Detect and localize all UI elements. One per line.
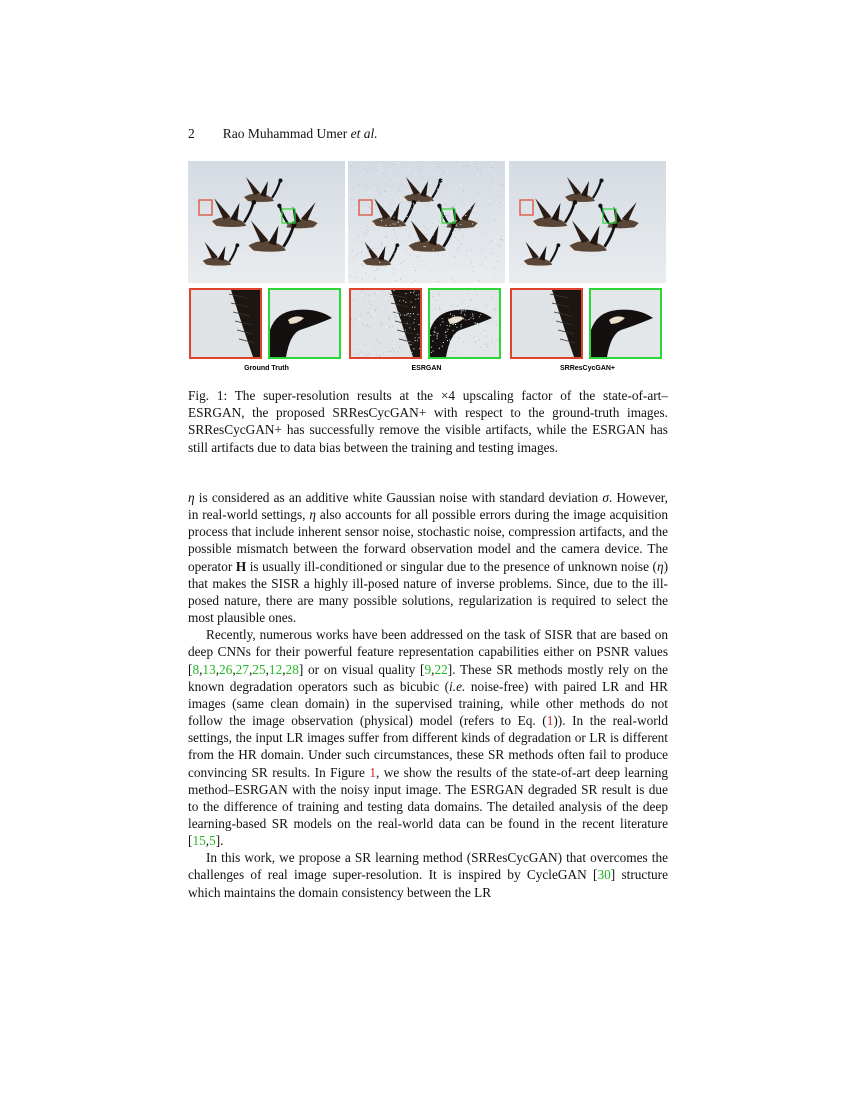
- figure-link[interactable]: 1: [369, 764, 376, 780]
- citation-link[interactable]: 5: [209, 833, 216, 849]
- text-run: ] or on visual quality [: [298, 661, 425, 677]
- esrgan-wing-crop: [349, 288, 422, 359]
- citation-link[interactable]: 27: [235, 661, 249, 677]
- math-operator-h: H: [235, 558, 247, 574]
- equation-link[interactable]: 1: [546, 713, 554, 729]
- ground-truth-head-crop: [268, 288, 341, 359]
- text-run: In this work, we propose a SR learning method (SRResCycGAN) that overcomes the challenges of real image super-resolution. It is inspired by CycleGAN [: [188, 850, 668, 883]
- srrescycgan-wing-crop: [510, 288, 583, 359]
- figure-caption: [188, 387, 668, 456]
- citation-link[interactable]: 26: [219, 661, 233, 677]
- math-eta: η: [656, 558, 664, 574]
- citation-link[interactable]: 13: [202, 661, 216, 677]
- citation-link[interactable]: 25: [252, 661, 266, 677]
- page-number: 2: [188, 126, 195, 141]
- panel-label: SRResCycGAN+: [559, 365, 616, 372]
- figure-panel-srrescycgan: [509, 161, 666, 376]
- citation-link[interactable]: 28: [285, 661, 299, 677]
- caption-text: The super-resolution results at the ×4 upscaling factor of the state-of-art–ESRGAN, the proposed SRResCycGAN+ with respect to the ground-truth images. SRResCycGAN+ has successfully remove the visible artifacts, while the ESRGAN has still artifacts due to data bias between the training and testing images.: [188, 388, 668, 455]
- text-run: )). In the real-world settings, the input LR images suffer from different kinds of degradation or LR is different from the HR domain. Under such circumstances, these SR methods often fail to produce convincing SR results. In Figure: [188, 713, 668, 780]
- esrgan-image: [348, 161, 505, 283]
- text-run: is usually ill-conditioned or singular due to the presence of unknown noise (: [246, 558, 657, 574]
- header-etal: et al.: [350, 126, 378, 141]
- ground-truth-wing-crop: [189, 288, 262, 359]
- text-run: . However, in real-world settings,: [188, 490, 668, 523]
- figure-1: [188, 161, 668, 381]
- math-eta: η: [309, 507, 316, 523]
- panel-label: ESRGAN: [411, 365, 442, 372]
- citation-link[interactable]: 22: [434, 661, 448, 677]
- text-run: is considered as an additive white Gaussian noise with standard deviation: [194, 490, 603, 505]
- citation-link[interactable]: 15: [192, 833, 206, 849]
- text-run: ) that makes the SISR a highly ill-posed nature of inverse problems. Since, due to the ill-posed nature, there are many possible solutions, regularization is required to select the most plausible ones.: [188, 558, 669, 626]
- srrescycgan-image: [509, 161, 666, 283]
- math-sigma: σ: [602, 490, 609, 505]
- citation-link[interactable]: 8: [192, 661, 200, 677]
- math-eta: η: [188, 490, 195, 505]
- text-run: ] structure which maintains the domain consistency between the LR: [188, 867, 668, 900]
- body-text: [188, 489, 668, 901]
- citation-link[interactable]: 9: [424, 661, 432, 677]
- text-run: noise-free) with paired LR and HR images (same clean domain) in the supervised training, while other methods do not follow the image observation (physical) model (refers to Eq. (: [188, 678, 668, 729]
- text-run: ]. These SR methods mostly rely on the known degradation operators such as bicubic (: [188, 661, 668, 694]
- figure-panel-esrgan: [348, 161, 505, 376]
- caption-prefix: Fig. 1:: [188, 388, 228, 403]
- text-run: ].: [215, 833, 224, 849]
- citation-link[interactable]: 30: [597, 867, 611, 883]
- text-run: Recently, numerous works have been addressed on the task of SISR that are based on deep CNNs for their powerful feature representation capabilities either on PSNR values [: [188, 627, 668, 677]
- text-ie: i.e.: [449, 678, 466, 694]
- text-run: , we show the results of the state-of-art deep learning method–ESRGAN with the noisy input image. The ESRGAN degraded SR result is due to the difference of training and testing data domains. The detailed analysis of the deep learning-based SR models on the real-world data can be found in the recent literature [: [188, 764, 668, 849]
- paragraph-3: [188, 849, 668, 900]
- srrescycgan-head-crop: [589, 288, 662, 359]
- citation-link[interactable]: 12: [268, 661, 283, 677]
- text-run: also accounts for all possible errors during the image acquisition process that include inherent sensor noise, stochastic noise, compression artifacts, and the possible mismatch between the forward observation model and the camera device. The operator: [188, 507, 668, 574]
- esrgan-head-crop: [428, 288, 501, 359]
- paragraph-2: Recently, numerous works have been addressed on the task of SISR that are based on deep CNNs for their powerful feature representation capabilities either on PSNR values [8,13,26,27,25,12,28] or on visual quality [9,22]. These SR methods mostly rely on the known degradation operators such as bicubic (i.e. noise-free) with paired LR and HR images (same clean domain) in the supervised training, while other methods do not follow the image observation (physical) model (refers to Eq. (1)). In the real-world settings, the input LR images suffer from different kinds of degradation or LR is different from the HR domain. Under such circumstances, these SR methods often fail to produce convincing SR results. In Figure 1, we show the results of the state-of-art deep learning method–ESRGAN with the noisy input image. The ESRGAN degraded SR result is due to the difference of training and testing data domains. The detailed analysis of the deep learning-based SR models on the real-world data can be found in the recent literature [15,5].: [188, 627, 668, 849]
- ground-truth-image: [188, 161, 345, 283]
- panel-label: Ground Truth: [244, 365, 289, 372]
- figure-panel-ground-truth: [188, 161, 345, 376]
- running-header: [188, 126, 378, 142]
- header-author: Rao Muhammad Umer: [222, 126, 348, 141]
- paragraph-1: [188, 489, 668, 626]
